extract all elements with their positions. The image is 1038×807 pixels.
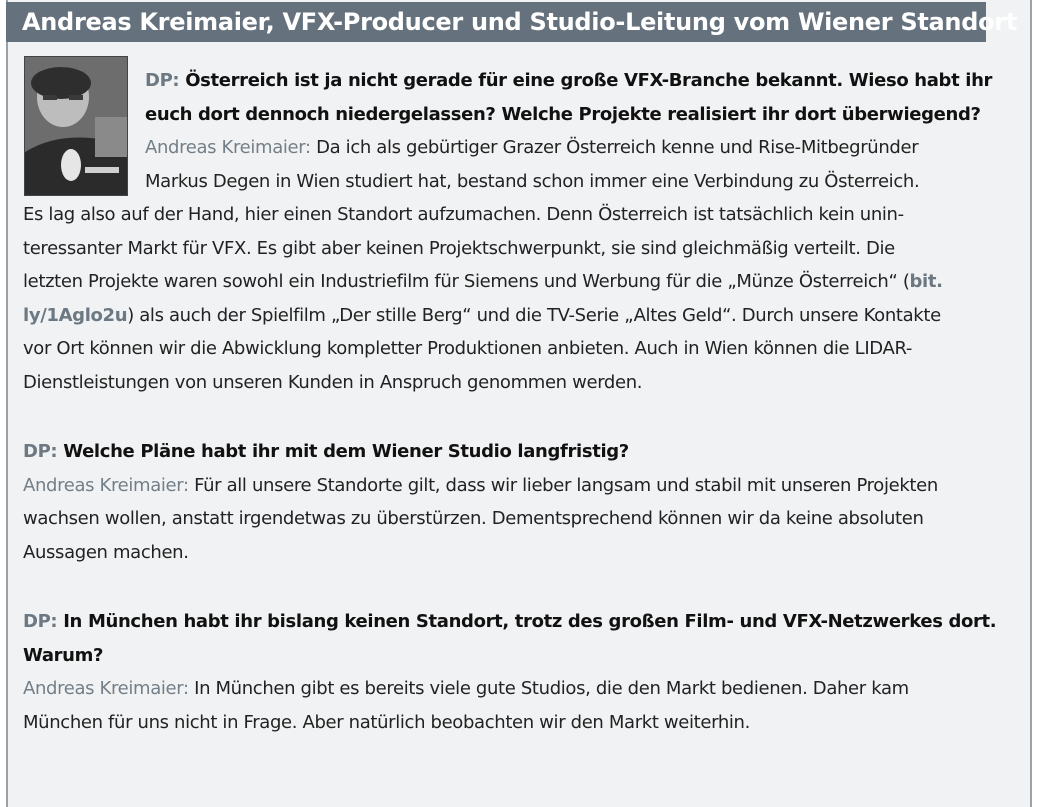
dp-label: DP: [23, 611, 58, 632]
header-title: Andreas Kreimaier, VFX-Producer und Studio-Leitung vom Wiener Standort [22, 8, 1017, 36]
dp-label: DP: [145, 70, 180, 91]
short-link-part-1[interactable]: bit. [909, 271, 943, 292]
answer-3-line-1: Andreas Kreimaier: In München gibt es bereits viele gute Studios, die den Markt bedienen. Daher kam [23, 678, 909, 699]
answer-1-line-6: ly/1Aglo2u) als auch der Spielfilm „Der stille Berg“ und die TV-Serie „Altes Geld“. Durch unsere Kontakte [23, 304, 941, 326]
question-1-line-1: DP: Österreich ist ja nicht gerade für eine große VFX-Branche bekannt. Wieso habt ihr [145, 70, 993, 91]
speaker-label: Andreas Kreimaier: [23, 678, 189, 699]
question-3-line-2: Warum? [23, 644, 104, 666]
answer-1-line-1: Andreas Kreimaier: Da ich als gebürtiger Grazer Österreich kenne und Rise-Mitbegründer [145, 137, 919, 158]
answer-1-line-4: teressanter Markt für VFX. Es gibt aber keinen Projektschwerpunkt, sie sind gleichmäßig verteilt. Die [23, 237, 895, 259]
answer-3-line-2: München für uns nicht in Frage. Aber natürlich beobachten wir den Markt weiterhin. [23, 711, 750, 733]
answer-1-line-2: Markus Degen in Wien studiert hat, bestand schon immer eine Verbindung zu Österreich. [145, 170, 920, 192]
answer-1-line-7: vor Ort können wir die Abwicklung kompletter Produktionen anbieten. Auch in Wien können die LIDAR- [23, 338, 913, 359]
question-2: DP: Welche Pläne habt ihr mit dem Wiener Studio langfristig? [23, 441, 629, 462]
answer-2-line-3: Aussagen machen. [23, 541, 189, 563]
answer-1-line-5: letzten Projekte waren sowohl ein Industriefilm für Siemens und Werbung für die „Münze Österreich“ (bit. [23, 271, 943, 292]
article-header [6, 2, 1017, 42]
answer-2-line-2: wachsen wollen, anstatt irgendetwas zu überstürzen. Dementsprechend können wir da keine absoluten [23, 508, 924, 529]
answer-1-line-8: Dienstleistungen von unseren Kunden in Anspruch genommen werden. [23, 371, 643, 393]
question-3-line-1: DP: In München habt ihr bislang keinen Standort, trotz des großen Film- und VFX-Netzwerkes dort. [23, 611, 997, 632]
paragraph-gap [23, 569, 1013, 605]
paragraph-gap [23, 399, 1013, 435]
speaker-label: Andreas Kreimaier: [145, 137, 311, 158]
speaker-label: Andreas Kreimaier: [23, 474, 189, 496]
answer-1-line-3: Es lag also auf der Hand, hier einen Standort aufzumachen. Denn Österreich ist tatsächlich kein unin- [23, 204, 904, 225]
question-1-line-2: euch dort dennoch niedergelassen? Welche Projekte realisiert ihr dort überwiegend? [145, 103, 981, 125]
dp-label: DP: [23, 441, 58, 462]
answer-2-line-1: Andreas Kreimaier: Für all unsere Standorte gilt, dass wir lieber langsam und stabil mit unseren Projekten [23, 474, 938, 496]
short-link-part-2[interactable]: ly/1Aglo2u [23, 304, 128, 326]
interview-text [23, 64, 1013, 739]
